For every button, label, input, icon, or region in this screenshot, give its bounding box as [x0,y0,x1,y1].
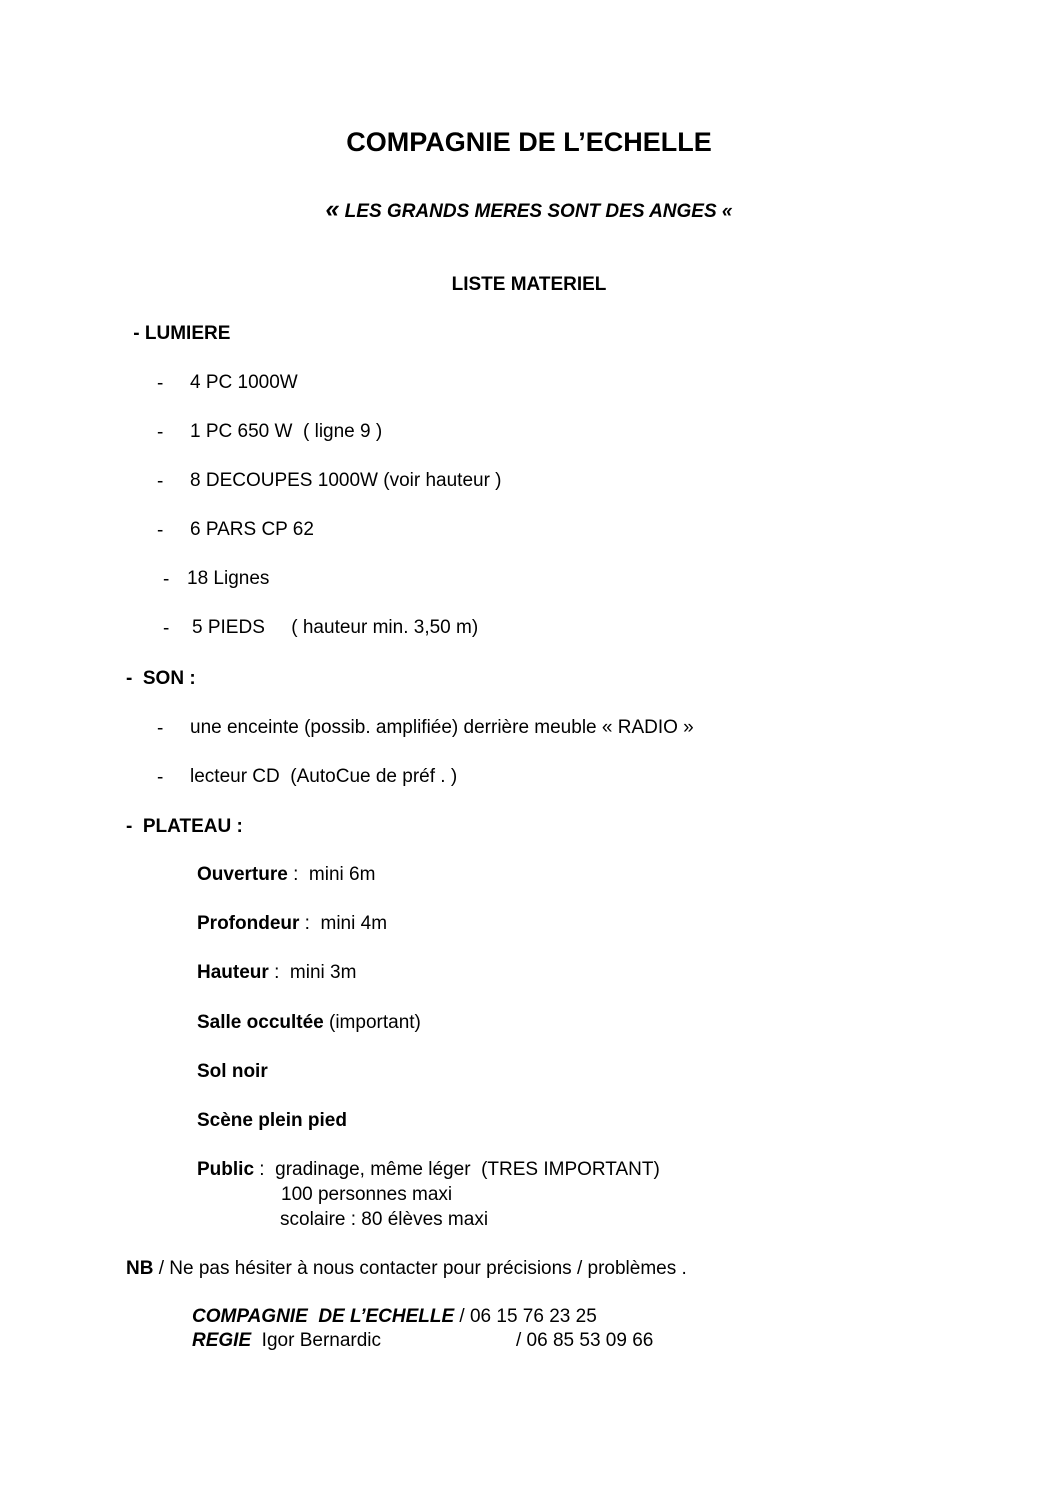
show-title [0,195,1058,223]
plateau-sol: Sol noir [197,1061,268,1082]
plateau-value: : gradinage, même léger (TRES IMPORTANT) [254,1159,660,1180]
plateau-public-line2: 100 personnes maxi [281,1184,453,1205]
lumiere-item: 18 Lignes [187,568,270,589]
list-dash: - [157,767,164,788]
list-dash: - [157,718,164,739]
plateau-value: : mini 4m [299,913,388,934]
plateau-value: : mini 3m [268,962,357,983]
plateau-ouverture [197,864,375,886]
lumiere-item: 8 DECOUPES 1000W (voir hauteur ) [190,470,502,491]
list-dash: - [157,422,164,443]
list-dash: - [163,569,170,590]
plateau-public [197,1159,660,1181]
plateau-label: Public [197,1159,255,1180]
nb-label: NB [126,1258,154,1279]
contact-regie-name: Igor Bernardic [251,1330,382,1351]
plateau-profondeur [197,913,387,935]
lumiere-item: 6 PARS CP 62 [190,519,314,540]
plateau-label: Hauteur [197,962,269,983]
contact-regie [192,1330,381,1352]
nb-text: / Ne pas hésiter à nous contacter pour précisions / problèmes . [153,1258,687,1279]
plateau-label: Ouverture [197,864,288,885]
plateau-hauteur [197,962,356,984]
show-title-text: LES GRANDS MERES SONT DES ANGES « [339,201,733,222]
list-dash: - [157,471,164,492]
lumiere-item: 1 PC 650 W ( ligne 9 ) [190,421,383,442]
plateau-salle [197,1012,421,1034]
list-dash: - [157,373,164,394]
son-item: une enceinte (possib. amplifiée) derrière meuble « RADIO » [190,717,694,738]
son-item: lecteur CD (AutoCue de préf . ) [190,766,458,787]
contact-company [192,1306,597,1328]
contact-company-label: COMPAGNIE DE L’ECHELLE [192,1306,455,1327]
plateau-value: : mini 6m [287,864,376,885]
list-dash: - [157,520,164,541]
contact-regie-label: REGIE [192,1330,252,1351]
plateau-scene: Scène plein pied [197,1110,347,1131]
list-title: LISTE MATERIEL [451,274,607,295]
plateau-heading: - PLATEAU : [126,816,243,837]
contact-regie-phone: / 06 85 53 09 66 [516,1330,654,1351]
document-title: COMPAGNIE DE L’ECHELLE [346,127,712,157]
son-heading: - SON : [126,668,196,689]
plateau-public-line3: scolaire : 80 élèves maxi [280,1209,489,1230]
contact-company-phone: / 06 15 76 23 25 [454,1306,597,1327]
lumiere-item: 4 PC 1000W [190,372,298,393]
plateau-label: Salle occultée [197,1012,324,1033]
list-dash: - [163,618,170,639]
nb-note [126,1258,687,1280]
lumiere-item: 5 PIEDS ( hauteur min. 3,50 m) [192,617,479,638]
plateau-value: (important) [323,1012,421,1033]
lumiere-heading: - LUMIERE [128,323,231,344]
show-title-open-quote: « [325,195,340,223]
plateau-label: Profondeur [197,913,300,934]
